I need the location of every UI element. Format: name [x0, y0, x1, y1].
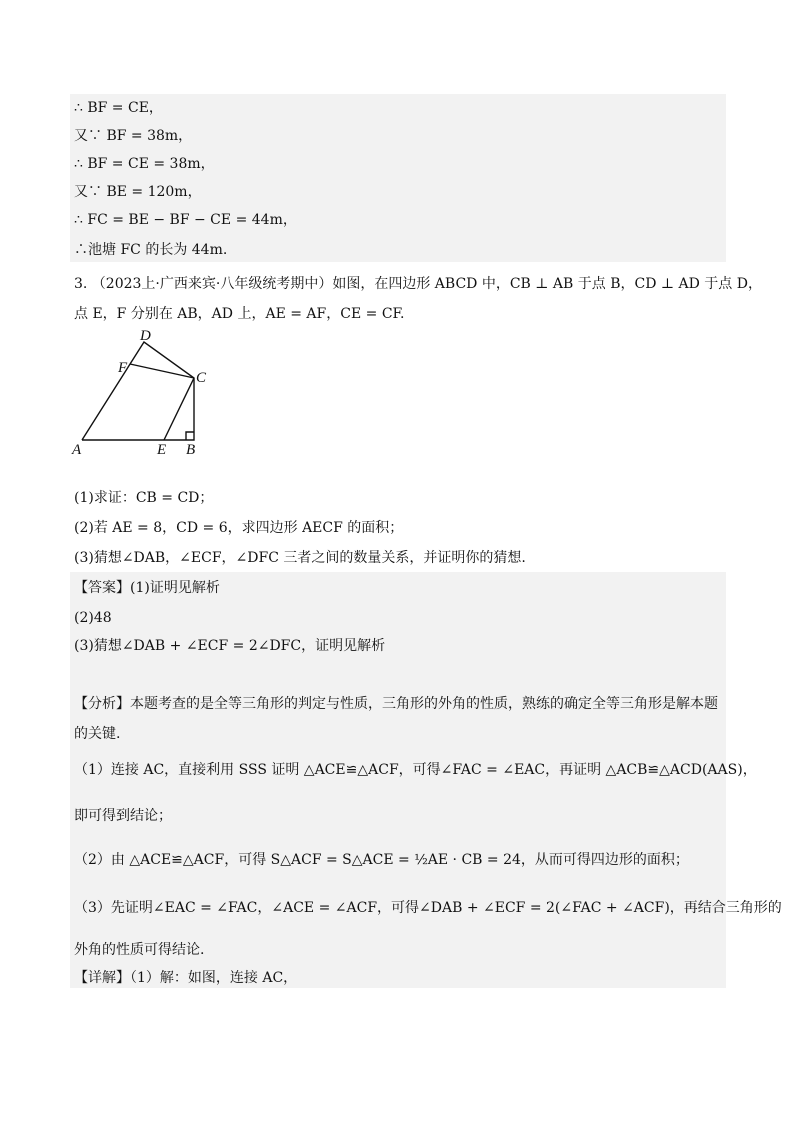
label-F: F — [118, 360, 128, 376]
problem-statement-line-1: 3. （2023上·广西来宾·八年级统考期中）如图，在四边形 ABCD 中，CB ⊥ AB 于点 B，CD ⊥ AD 于点 D， — [74, 276, 762, 292]
label-C: C — [196, 370, 207, 386]
question-2: (2)若 AE = 8，CD = 6，求四边形 AECF 的面积； — [74, 520, 404, 536]
question-3: (3)猜想∠DAB，∠ECF，∠DFC 三者之间的数量关系，并证明你的猜想. — [74, 550, 526, 566]
solution-line: ∴ BF = CE， — [74, 100, 163, 116]
answer-line-3: (3)猜想∠DAB + ∠ECF = 2∠DFC，证明见解析 — [74, 638, 386, 654]
problem-statement-line-2: 点 E，F 分别在 AB，AD 上，AE = AF，CE = CF. — [74, 306, 405, 322]
analysis-line: 外角的性质可得结论. — [74, 942, 205, 958]
answer-line-2: (2)48 — [74, 610, 112, 626]
analysis-line: 【分析】本题考查的是全等三角形的判定与性质，三角形的外角的性质，熟练的确定全等三角形是解本题 — [74, 696, 718, 712]
previous-solution-block — [70, 94, 726, 262]
analysis-line: （2）由 △ACE≌△ACF，可得 S△ACF = S△ACE = ½AE · CB = 24，从而可得四边形的面积； — [74, 852, 689, 868]
quadrilateral-figure — [66, 326, 226, 462]
analysis-line: 的关键. — [74, 726, 121, 742]
answer-analysis-block — [70, 572, 726, 988]
analysis-line: （3）先证明∠EAC = ∠FAC，∠ACE = ∠ACF，可得∠DAB + ∠ECF = 2(∠FAC + ∠ACF)，再结合三角形的 — [74, 900, 782, 916]
label-D: D — [140, 328, 151, 344]
analysis-line: （1）连接 AC，直接利用 SSS 证明 △ACE≌△ACF，可得∠FAC = ∠EAC，再证明 △ACB≌△ACD(AAS)， — [74, 762, 757, 778]
solution-line: ∴ BF = CE = 38m， — [74, 156, 215, 172]
label-E: E — [157, 442, 167, 458]
analysis-line: 即可得到结论； — [74, 808, 172, 824]
question-1: (1)求证：CB = CD； — [74, 490, 214, 506]
label-B: B — [186, 442, 196, 458]
solution-line: ∴池塘 FC 的长为 44m. — [74, 242, 228, 258]
answer-line-1: 【答案】(1)证明见解析 — [74, 580, 220, 596]
solution-line: 又∵ BE = 120m， — [74, 184, 202, 200]
solution-line: 又∵ BF = 38m， — [74, 128, 193, 144]
solution-line: ∴ FC = BE − BF − CE = 44m， — [74, 212, 297, 228]
label-A: A — [72, 442, 82, 458]
detailed-solution-line: 【详解】（1）解：如图，连接 AC， — [74, 970, 298, 986]
